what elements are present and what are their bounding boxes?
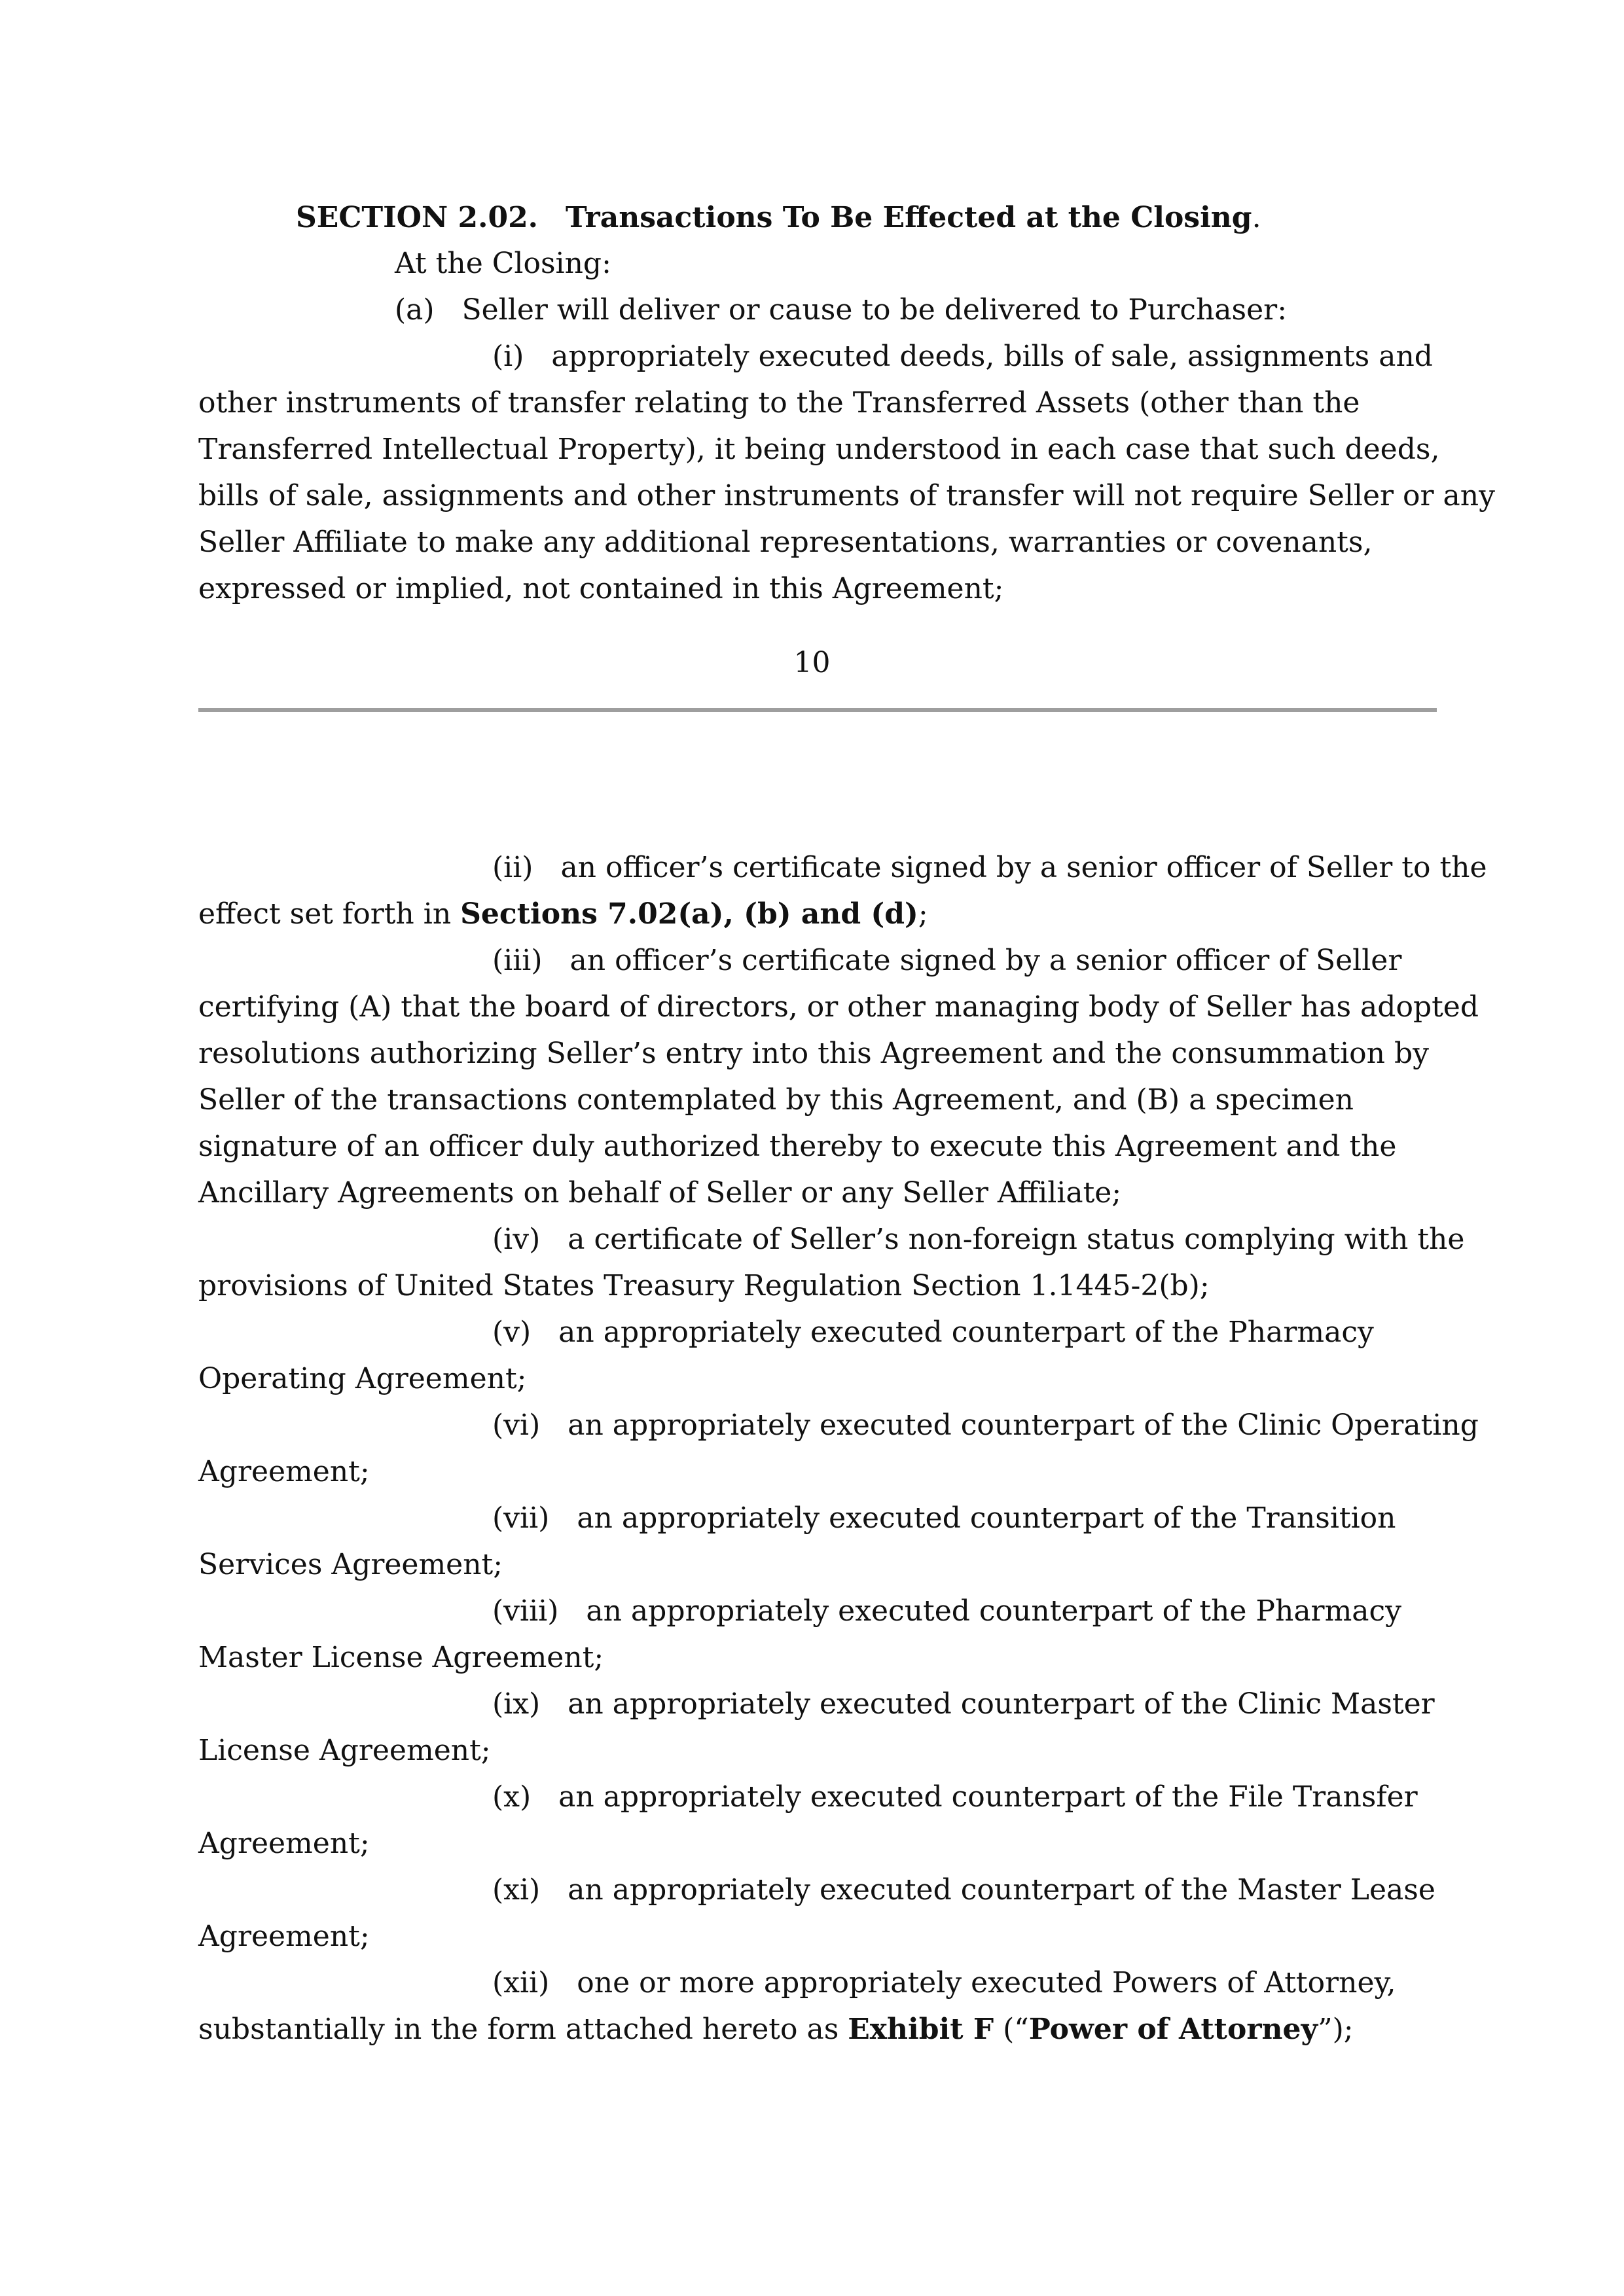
clause-i-line: Seller Affiliate to make any additional representations, warranties or covenants, — [198, 526, 1373, 559]
clause-vi-first-line: (vi) an appropriately executed counterpart of the Clinic Operating — [492, 1408, 1479, 1442]
clause-iii-line: Ancillary Agreements on behalf of Seller or any Seller Affiliate; — [198, 1176, 1122, 1210]
clause-iii-line: resolutions authorizing Seller’s entry into this Agreement and the consummation by — [198, 1037, 1429, 1070]
clause-viii-first-line: (viii) an appropriately executed counterpart of the Pharmacy — [492, 1594, 1402, 1628]
clause-marker: (vi) — [492, 1408, 541, 1442]
page-number: 10 — [793, 646, 831, 679]
page-divider — [198, 708, 1437, 712]
section-heading: SECTION 2.02. Transactions To Be Effected at the Closing. — [296, 201, 1261, 234]
clause-x-first-line: (x) an appropriately executed counterpart of the File Transfer — [492, 1780, 1418, 1814]
defined-term: Power of Attorney — [1028, 2013, 1318, 2046]
clause-viii-second-line: Master License Agreement; — [198, 1641, 604, 1674]
clause-xi-second-line: Agreement; — [198, 1920, 370, 1953]
clause-i-line: other instruments of transfer relating to the Transferred Assets (other than the — [198, 386, 1360, 420]
clause-i-line: expressed or implied, not contained in this Agreement; — [198, 572, 1004, 605]
clause-marker: (iv) — [492, 1223, 541, 1256]
clause-iv-second-line: provisions of United States Treasury Regulation Section 1.1445-2(b); — [198, 1269, 1210, 1302]
clause-marker: (xii) — [492, 1966, 550, 2000]
clause-iii-line: certifying (A) that the board of directors, or other managing body of Seller has adopted — [198, 990, 1479, 1024]
sections-reference: Sections 7.02(a), (b) and (d) — [460, 897, 918, 931]
clause-i-line: bills of sale, assignments and other instruments of transfer will not require Seller or any — [198, 479, 1495, 512]
clause-v-first-line: (v) an appropriately executed counterpart of the Pharmacy — [492, 1316, 1374, 1349]
clause-i-line: Transferred Intellectual Property), it being understood in each case that such deeds, — [198, 433, 1440, 466]
clause-xi-first-line: (xi) an appropriately executed counterpart of the Master Lease — [492, 1873, 1435, 1907]
clause-iii-first-line: (iii) an officer’s certificate signed by a senior officer of Seller — [492, 944, 1402, 977]
clause-vi-second-line: Agreement; — [198, 1455, 370, 1488]
clause-iv-first-line: (iv) a certificate of Seller’s non-foreign status complying with the — [492, 1223, 1465, 1256]
exhibit-reference: Exhibit F — [848, 2013, 994, 2046]
clause-xii-first-line: (xii) one or more appropriately executed Powers of Attorney, — [492, 1966, 1396, 2000]
section-number: SECTION 2.02. — [296, 201, 539, 234]
clause-marker: (xi) — [492, 1873, 541, 1907]
clause-marker: (viii) — [492, 1594, 559, 1628]
clause-iii-line: Seller of the transactions contemplated by this Agreement, and (B) a specimen — [198, 1083, 1354, 1117]
clause-iii-line: signature of an officer duly authorized thereby to execute this Agreement and the — [198, 1130, 1397, 1163]
clause-marker: (i) — [492, 340, 524, 373]
clause-ii-second-line: effect set forth in Sections 7.02(a), (b) and (d); — [198, 897, 928, 931]
clause-ii-first-line: (ii) an officer’s certificate signed by a senior officer of Seller to the — [492, 851, 1487, 884]
clause-x-second-line: Agreement; — [198, 1827, 370, 1860]
at-closing-text: At the Closing: — [395, 247, 611, 280]
clause-i-first-line: (i) appropriately executed deeds, bills of sale, assignments and — [492, 340, 1433, 373]
clause-marker: (vii) — [492, 1501, 550, 1535]
clause-vii-first-line: (vii) an appropriately executed counterpart of the Transition — [492, 1501, 1396, 1535]
clause-marker: (x) — [492, 1780, 532, 1814]
clause-vii-second-line: Services Agreement; — [198, 1548, 503, 1581]
section-title: Transactions To Be Effected at the Closing — [565, 201, 1252, 234]
clause-marker: (ix) — [492, 1687, 541, 1721]
clause-ix-second-line: License Agreement; — [198, 1734, 491, 1767]
clause-marker: (ii) — [492, 851, 533, 884]
clause-a: (a) Seller will deliver or cause to be delivered to Purchaser: — [395, 293, 1288, 327]
clause-marker: (v) — [492, 1316, 532, 1349]
clause-ix-first-line: (ix) an appropriately executed counterpart of the Clinic Master — [492, 1687, 1435, 1721]
clause-xii-second-line: substantially in the form attached hereto as Exhibit F (“Power of Attorney”); — [198, 2013, 1354, 2046]
clause-marker: (iii) — [492, 944, 543, 977]
clause-v-second-line: Operating Agreement; — [198, 1362, 527, 1395]
